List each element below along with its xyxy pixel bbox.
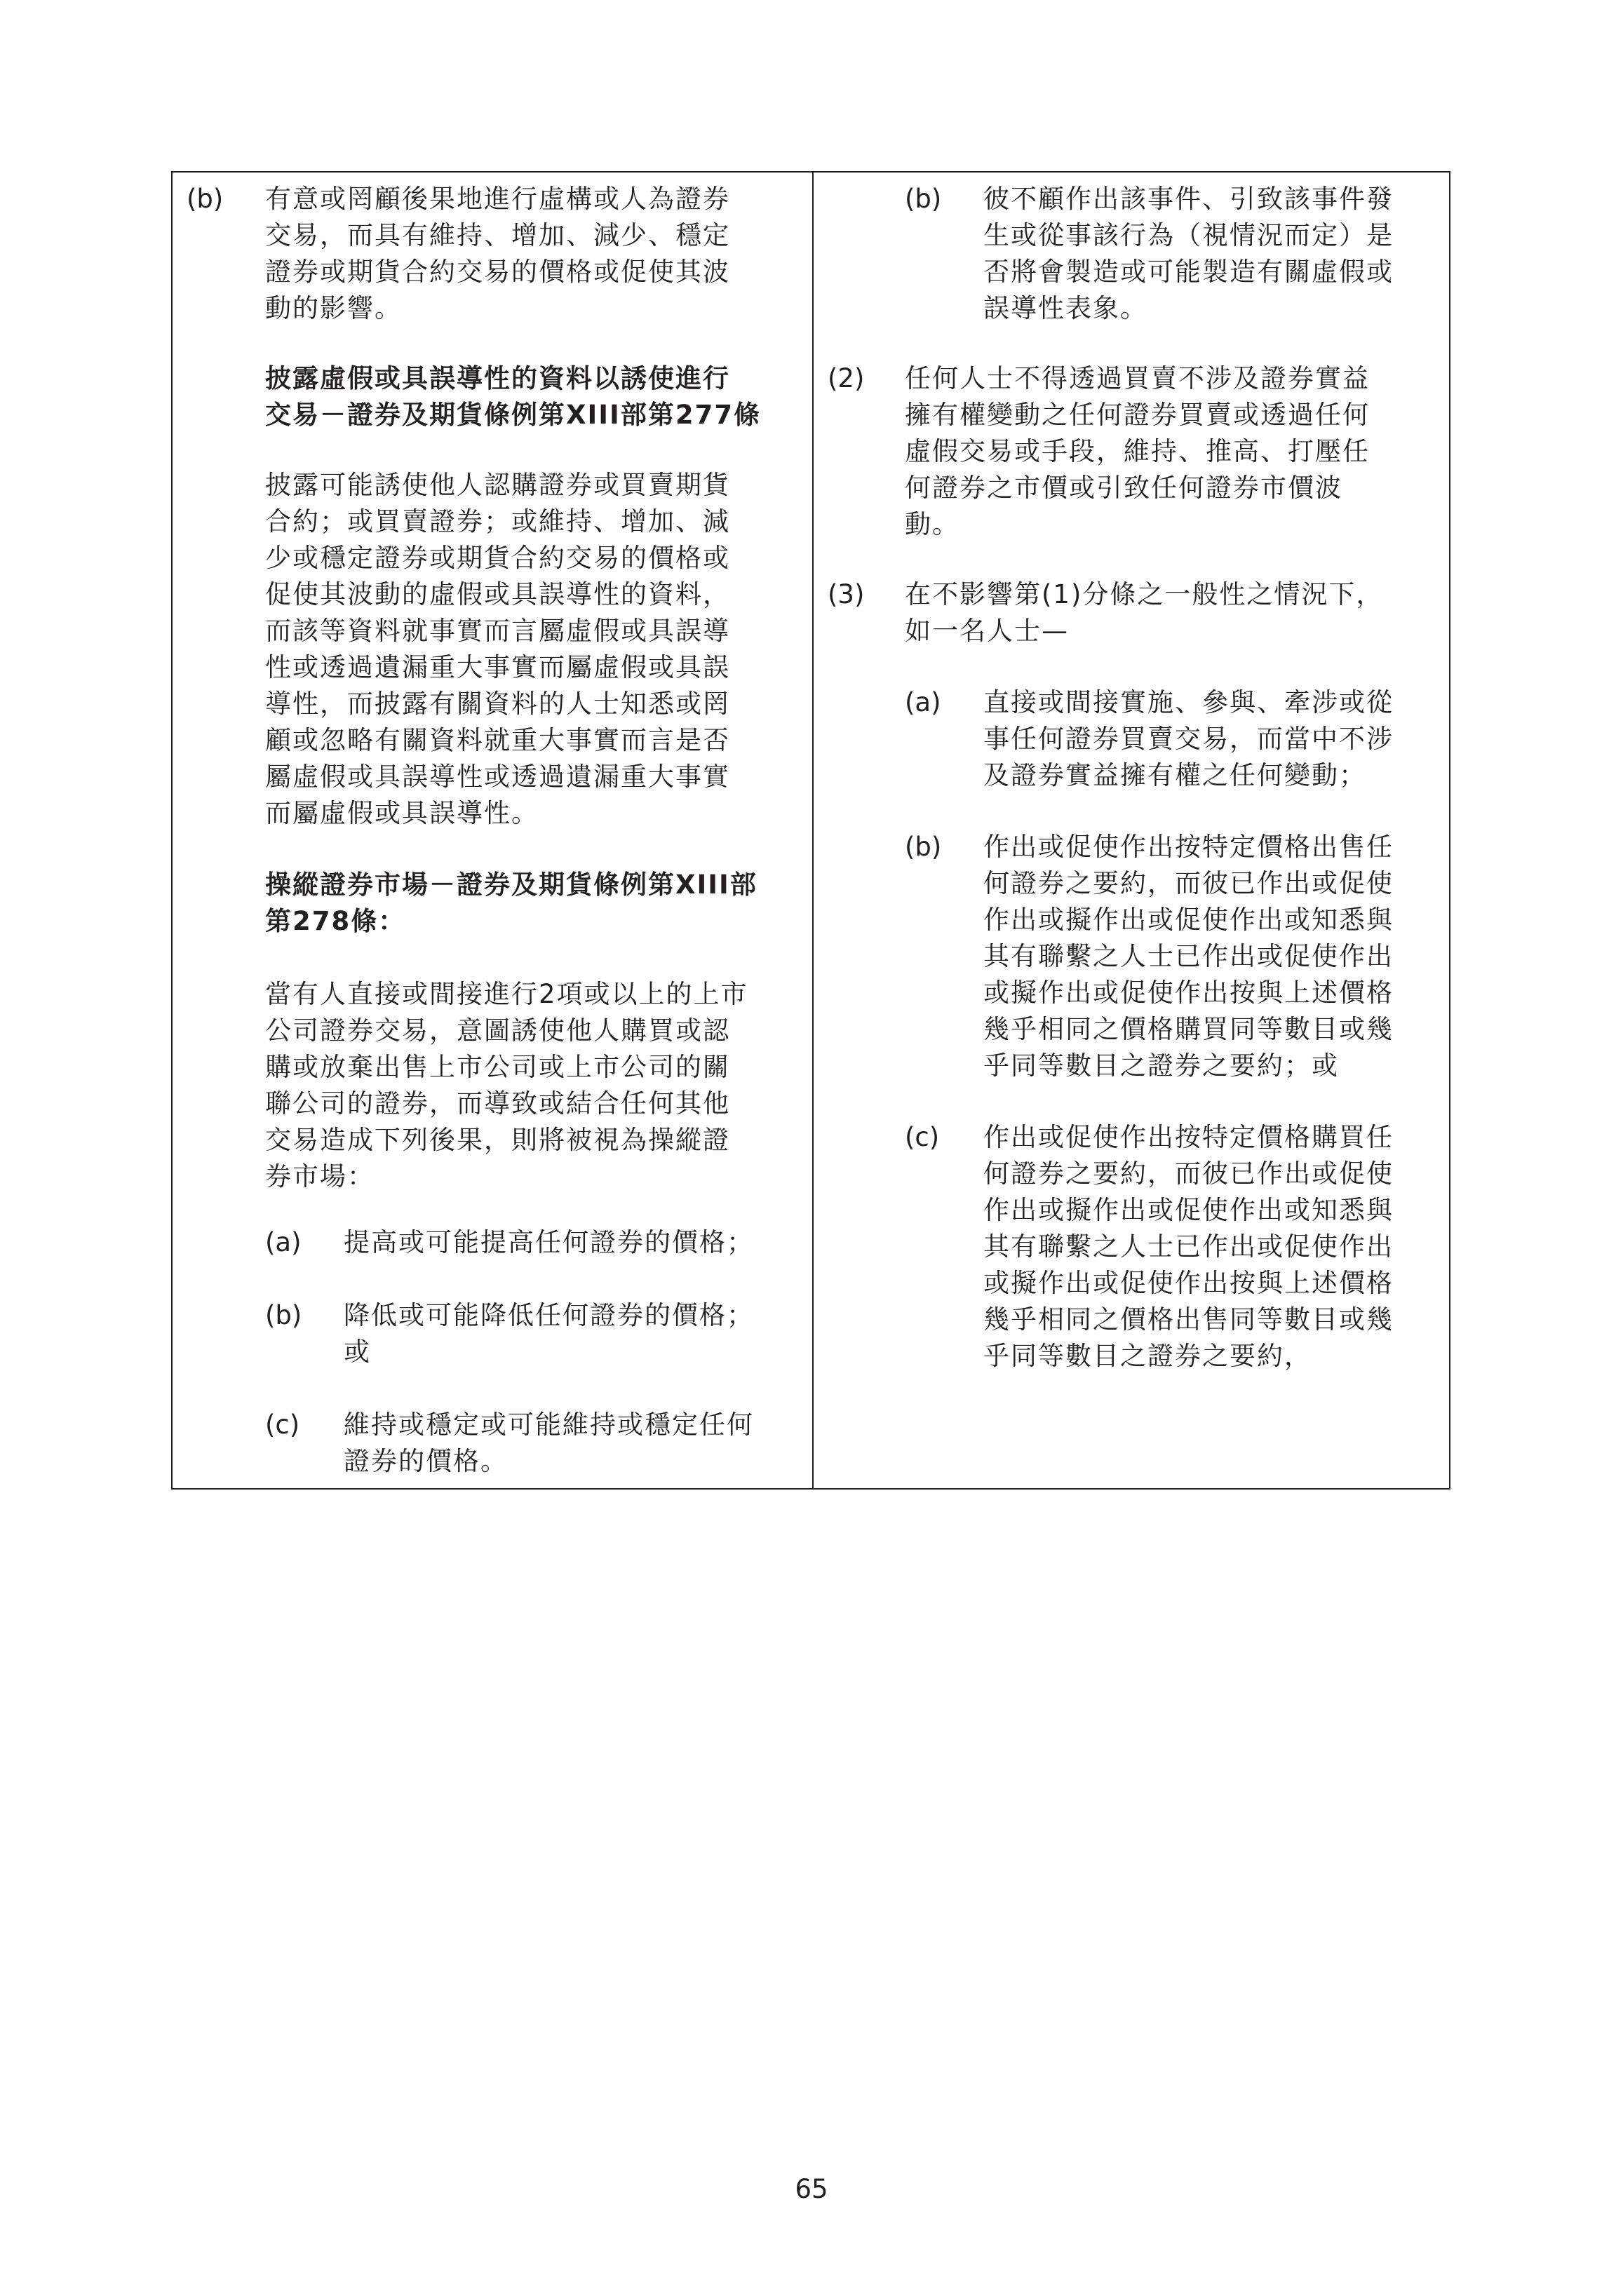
right-item-2-label: (2) <box>828 363 865 393</box>
left-sub-item-c-label: (c) <box>265 1410 300 1440</box>
left-sub-item-a-text: 提高或可能提高任何證券的價格； <box>344 1227 754 1257</box>
left-sub-item-c-text: 維持或穩定或可能維持或穩定任何 證券的價格。 <box>344 1410 754 1476</box>
right-sub-item-b-label: (b) <box>905 832 942 862</box>
right-sub-item-a-label: (a) <box>905 687 941 717</box>
right-column <box>812 173 1449 1488</box>
right-item-2-text: 任何人士不得透過買賣不涉及證券實益 擁有權變動之任何證券買賣或透過任何 虛假交易或手段，維持、推高、打壓任 何證券之市價或引致任何證券市價波 動。 <box>905 363 1370 539</box>
right-b-label: (b) <box>905 184 942 214</box>
right-item-3-label: (3) <box>828 579 865 609</box>
right-sub-item-c-label: (c) <box>905 1122 940 1152</box>
right-b-text: 彼不顧作出該事件、引致該事件發 生或從事該行為（視情況而定）是 否將會製造或可能製造有關虛假或 誤導性表象。 <box>983 184 1394 323</box>
heading-section-278: 操縱證券市場－證券及期貨條例第XIII部 第278條： <box>265 870 757 936</box>
paragraph-section-277: 披露可能誘使他人認購證券或買賣期貨 合約；或買賣證券；或維持、增加、減 少或穩定證券或期貨合約交易的價格或 促使其波動的虛假或具誤導性的資料， 而該等資料就事實而言屬虛假或具誤導 性或透過遺漏重大事實而屬虛假或具誤 導性，而披露有關資料的人士知悉或罔 顧或忽略有關資料就重大事實而言是否 屬虛假或具誤導性或透過遺漏重大事實 而屬虛假或具誤導性。 <box>265 470 730 828</box>
heading-section-277: 披露虛假或具誤導性的資料以誘使進行 交易－證券及期貨條例第XIII部第277條 <box>265 363 762 430</box>
left-b-label: (b) <box>187 184 224 214</box>
right-sub-item-a-text: 直接或間接實施、參與、牽涉或從 事任何證券買賣交易，而當中不涉 及證券實益擁有權之任何變動； <box>983 687 1394 790</box>
left-sub-item-a-label: (a) <box>265 1227 302 1257</box>
paragraph-section-278: 當有人直接或間接進行2項或以上的上市 公司證券交易，意圖誘使他人購買或認 購或放棄出售上市公司或上市公司的關 聯公司的證券，而導致或結合任何其他 交易造成下列後果，則將被視為操縱證 券市場： <box>265 979 748 1191</box>
right-sub-item-c-text: 作出或促使作出按特定價格購買任 何證券之要約，而彼已作出或促使 作出或擬作出或促使作出或知悉與 其有聯繫之人士已作出或促使作出 或擬作出或促使作出按與上述價格 幾乎相同之價格出售同等數目或幾 乎同等數目之證券之要約， <box>983 1122 1394 1371</box>
page-number: 65 <box>795 2174 828 2204</box>
right-sub-item-b-text: 作出或促使作出按特定價格出售任 何證券之要約，而彼已作出或促使 作出或擬作出或促使作出或知悉與 其有聯繫之人士已作出或促使作出 或擬作出或促使作出按與上述價格 幾乎相同之價格購買同等數目或幾 乎同等數目之證券之要約；或 <box>983 832 1394 1081</box>
left-sub-item-b-text: 降低或可能降低任何證券的價格； 或 <box>344 1300 754 1367</box>
right-item-3-text: 在不影響第(1)分條之一般性之情況下， 如一名人士— <box>905 579 1384 646</box>
two-column-table <box>171 171 1450 1490</box>
left-b-text: 有意或罔顧後果地進行虛構或人為證券 交易，而具有維持、增加、減少、穩定 證券或期貨合約交易的價格或促使其波 動的影響。 <box>265 184 730 323</box>
left-sub-item-b-label: (b) <box>265 1300 302 1330</box>
left-column <box>173 173 812 1488</box>
